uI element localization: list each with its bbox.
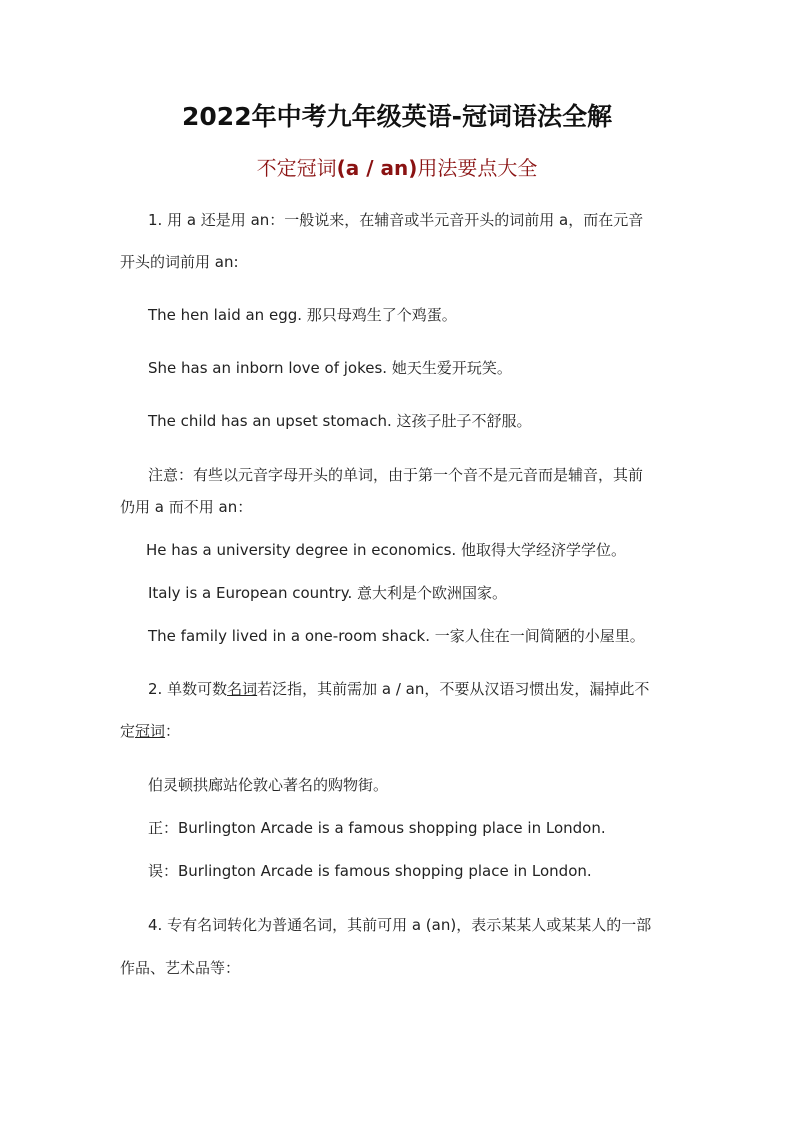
underlined-term: 名词 xyxy=(227,680,258,698)
subtitle-bold: (a / an) xyxy=(336,156,418,180)
note-line2: 仍用 a 而不用 an： xyxy=(120,498,253,516)
section2-line2-end: ： xyxy=(165,722,181,740)
section1-line1: 1. 用 a 还是用 an：一般说来，在辅音或半元音开头的词前用 a，而在元音 xyxy=(148,211,644,229)
underlined-term: 冠词 xyxy=(135,722,166,740)
example-line: The family lived in a one-room shack. 一家人住在一间简陋的小屋里。 xyxy=(148,627,645,645)
section1-line2: 开头的词前用 an: xyxy=(120,253,239,271)
section2-line1 xyxy=(148,679,649,699)
note-line1: 注意：有些以元音字母开头的单词，由于第一个音不是元音而是辅音，其前 xyxy=(148,466,644,484)
example-line: He has a university degree in economics. 他取得大学经济学学位。 xyxy=(146,541,626,559)
section2-line1-start: 2. 单数可数 xyxy=(148,680,228,698)
example-line: 误：Burlington Arcade is famous shopping place in London. xyxy=(148,862,592,880)
example-line: 伯灵顿拱廊站伦敦心著名的购物街。 xyxy=(148,776,389,794)
section4-line1: 4. 专有名词转化为普通名词，其前可用 a (an)，表示某某人或某某人的一部 xyxy=(148,916,652,934)
example-line: 正：Burlington Arcade is a famous shopping place in London. xyxy=(148,819,606,837)
subtitle-suffix: 用法要点大全 xyxy=(417,156,538,180)
example-line: The hen laid an egg. 那只母鸡生了个鸡蛋。 xyxy=(148,306,457,324)
example-line: The child has an upset stomach. 这孩子肚子不舒服。 xyxy=(148,412,532,430)
page-subtitle xyxy=(0,152,794,184)
section4-line2: 作品、艺术品等： xyxy=(120,959,241,977)
subtitle-prefix: 不定冠词 xyxy=(256,156,337,180)
section2-line2 xyxy=(120,721,180,741)
example-line: She has an inborn love of jokes. 她天生爱开玩笑。 xyxy=(148,359,512,377)
section2-line2-start: 定 xyxy=(120,722,136,740)
page-title: 2022年中考九年级英语-冠词语法全解 xyxy=(182,102,612,131)
example-line: Italy is a European country. 意大利是个欧洲国家。 xyxy=(148,584,507,602)
section2-line1-end: 若泛指，其前需加 a / an，不要从汉语习惯出发，漏掉此不 xyxy=(257,680,650,698)
